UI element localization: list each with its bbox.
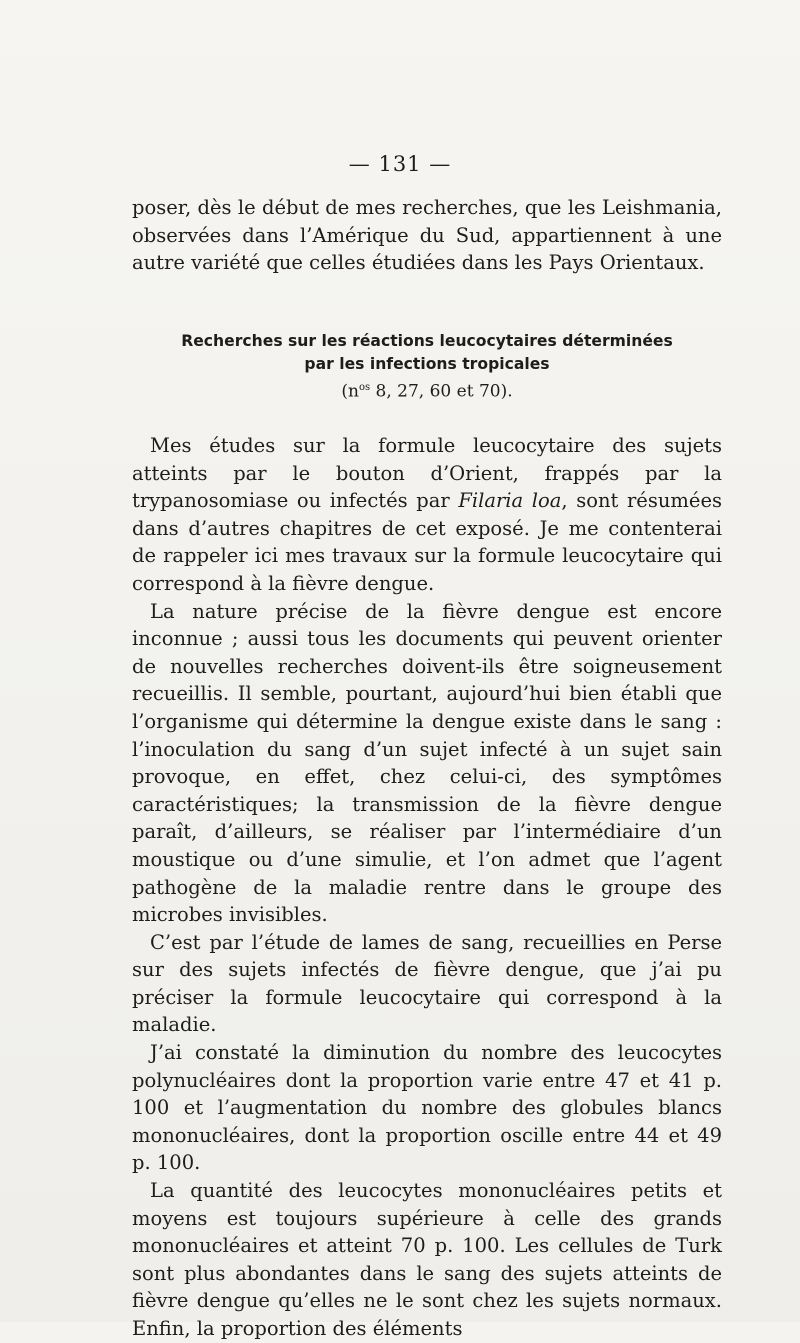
- paragraph-2: La nature précise de la fièvre dengue est encore inconnue ; aussi tous les documents qui peuvent orienter de nouvelles recherches doivent-ils être soigneusement recueillis. Il semble, pourtant, aujourd’hui bien établi que l’organisme qui détermine la dengue existe dans le sang : l’inoculation du sang d’un sujet infecté à un sujet sain provoque, en effet, chez celui-ci, des symptômes caractéristiques; la transmission de la fièvre dengue paraît, d’ailleurs, se réaliser par l’intermédiaire d’un moustique ou d’une simulie, et l’on admet que l’agent pathogène de la maladie rentre dans le groupe des microbes invisibles.: [132, 599, 722, 927]
- refs-numbers: 8, 27, 60 et 70).: [370, 381, 513, 402]
- intro-paragraph: poser, dès le début de mes recherches, que les Leishmania, observées dans l’Amérique du Sud, appartiennent à une autre variété que celles étudiées dans les Pays Orientaux.: [132, 196, 722, 275]
- section-title-line-2: par les infections tropicales: [304, 355, 550, 373]
- refs-superscript: os: [358, 382, 371, 393]
- refs-open: (n: [341, 381, 359, 402]
- section-references: [132, 376, 722, 404]
- paragraph-1-end: , sont résumées dans d’autres chapitres de cet exposé. Je me contenterai de rappeler ici mes travaux sur la formule leucocytaire qui correspond à la fièvre dengue.: [132, 489, 722, 595]
- paragraph-1: [132, 432, 722, 598]
- page-number: — 131 —: [348, 152, 452, 176]
- paragraph-3: C’est par l’étude de lames de sang, recueillies en Perse sur des sujets infectés de fièvre dengue, que j’ai pu préciser la formule leucocytaire qui correspond à la maladie.: [132, 930, 722, 1037]
- intro-text: [132, 194, 722, 277]
- section-heading: [132, 330, 722, 404]
- paragraph-5: La quantité des leucocytes mononucléaires petits et moyens est toujours supérieure à celle des grands mononucléaires et atteint 70 p. 100. Les cellules de Turk sont plus abondantes dans le sang des sujets atteints de fièvre dengue qu’elles ne le sont chez les sujets normaux. Enfin, la proportion des éléments: [132, 1179, 722, 1340]
- species-name: Filaria loa: [458, 489, 562, 513]
- paragraph-4: J’ai constaté la diminution du nombre des leucocytes polynucléaires dont la proportion varie entre 47 et 41 p. 100 et l’augmentation du nombre des globules blancs mononucléaires, dont la proportion oscille entre 44 et 49 p. 100.: [132, 1041, 722, 1175]
- body-text: [132, 432, 722, 1343]
- paragraph-1-start: Mes études sur la formule leucocytaire des sujets atteints par le bouton d’Orient, frappés par la trypanosomiase ou infectés par: [132, 434, 722, 513]
- section-title-line-1: Recherches sur les réactions leucocytaires déterminées: [181, 332, 673, 350]
